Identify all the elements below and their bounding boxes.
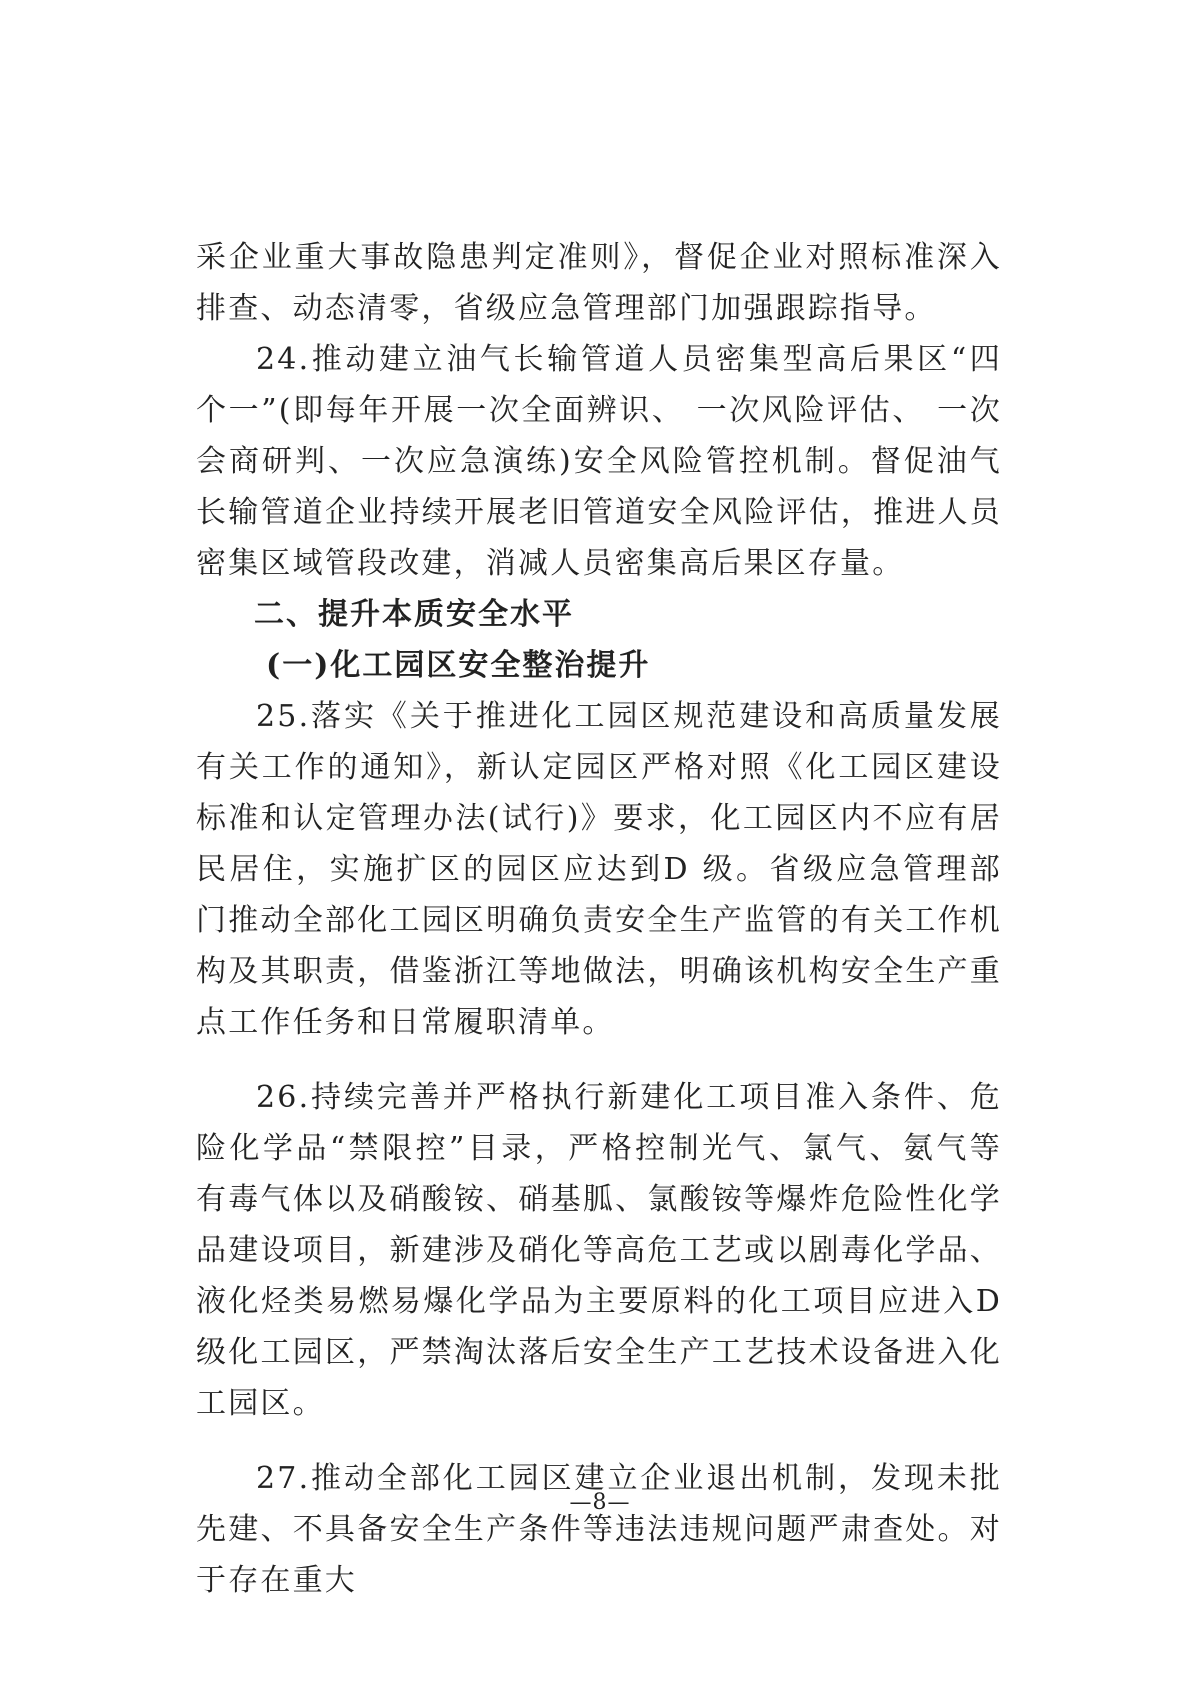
page-number: —8— (569, 1490, 631, 1515)
subsection-heading: (一)化工园区安全整治提升 (266, 648, 651, 683)
section-heading: 二、提升本质安全水平 (254, 597, 574, 632)
paragraph-26: 26.持续完善并严格执行新建化工项目准入条件、危险化学品“禁限控”目录，严格控制光气、氯气、氨气等有毒气体以及硝酸铵、硝基胍、氯酸铵等爆炸危险性化学品建设项目，新建涉及硝化等高危工艺或以剧毒化学品、液化烃类易燃易爆化学品为主要原料的化工项目应进入D 级化工园区，严禁淘汰落后安全生产工艺技术设备进入化工园区。 (196, 1080, 1002, 1421)
paragraph-25: 25.落实《关于推进化工园区规范建设和高质量发展有关工作的通知》，新认定园区严格对照《化工园区建设标准和认定管理办法(试行)》要求，化工园区内不应有居民居住，实施扩区的园区应达到D 级。省级应急管理部门推动全部化工园区明确负责安全生产监管的有关工作机构及其职责，借鉴浙江等地做法，明确该机构安全生产重点工作任务和日常履职清单。 (196, 699, 1002, 1040)
paragraph-27: 27.推动全部化工园区建立企业退出机制，发现未批先建、不具备安全生产条件等违法违规问题严肃查处。对于存在重大 (196, 1461, 1002, 1598)
document-body (196, 232, 1002, 1606)
paragraph-24: 24.推动建立油气长输管道人员密集型高后果区“四个一”(即每年开展一次全面辨识、 一次风险评估、 一次会商研判、一次应急演练)安全风险管控机制。督促油气长输管道企业持续开展老旧管道安全风险评估，推进人员密集区域管段改建，消减人员密集高后果区存量。 (196, 342, 1002, 581)
paragraph-continued: 采企业重大事故隐患判定准则》，督促企业对照标准深入排查、动态清零，省级应急管理部门加强跟踪指导。 (196, 240, 1002, 326)
